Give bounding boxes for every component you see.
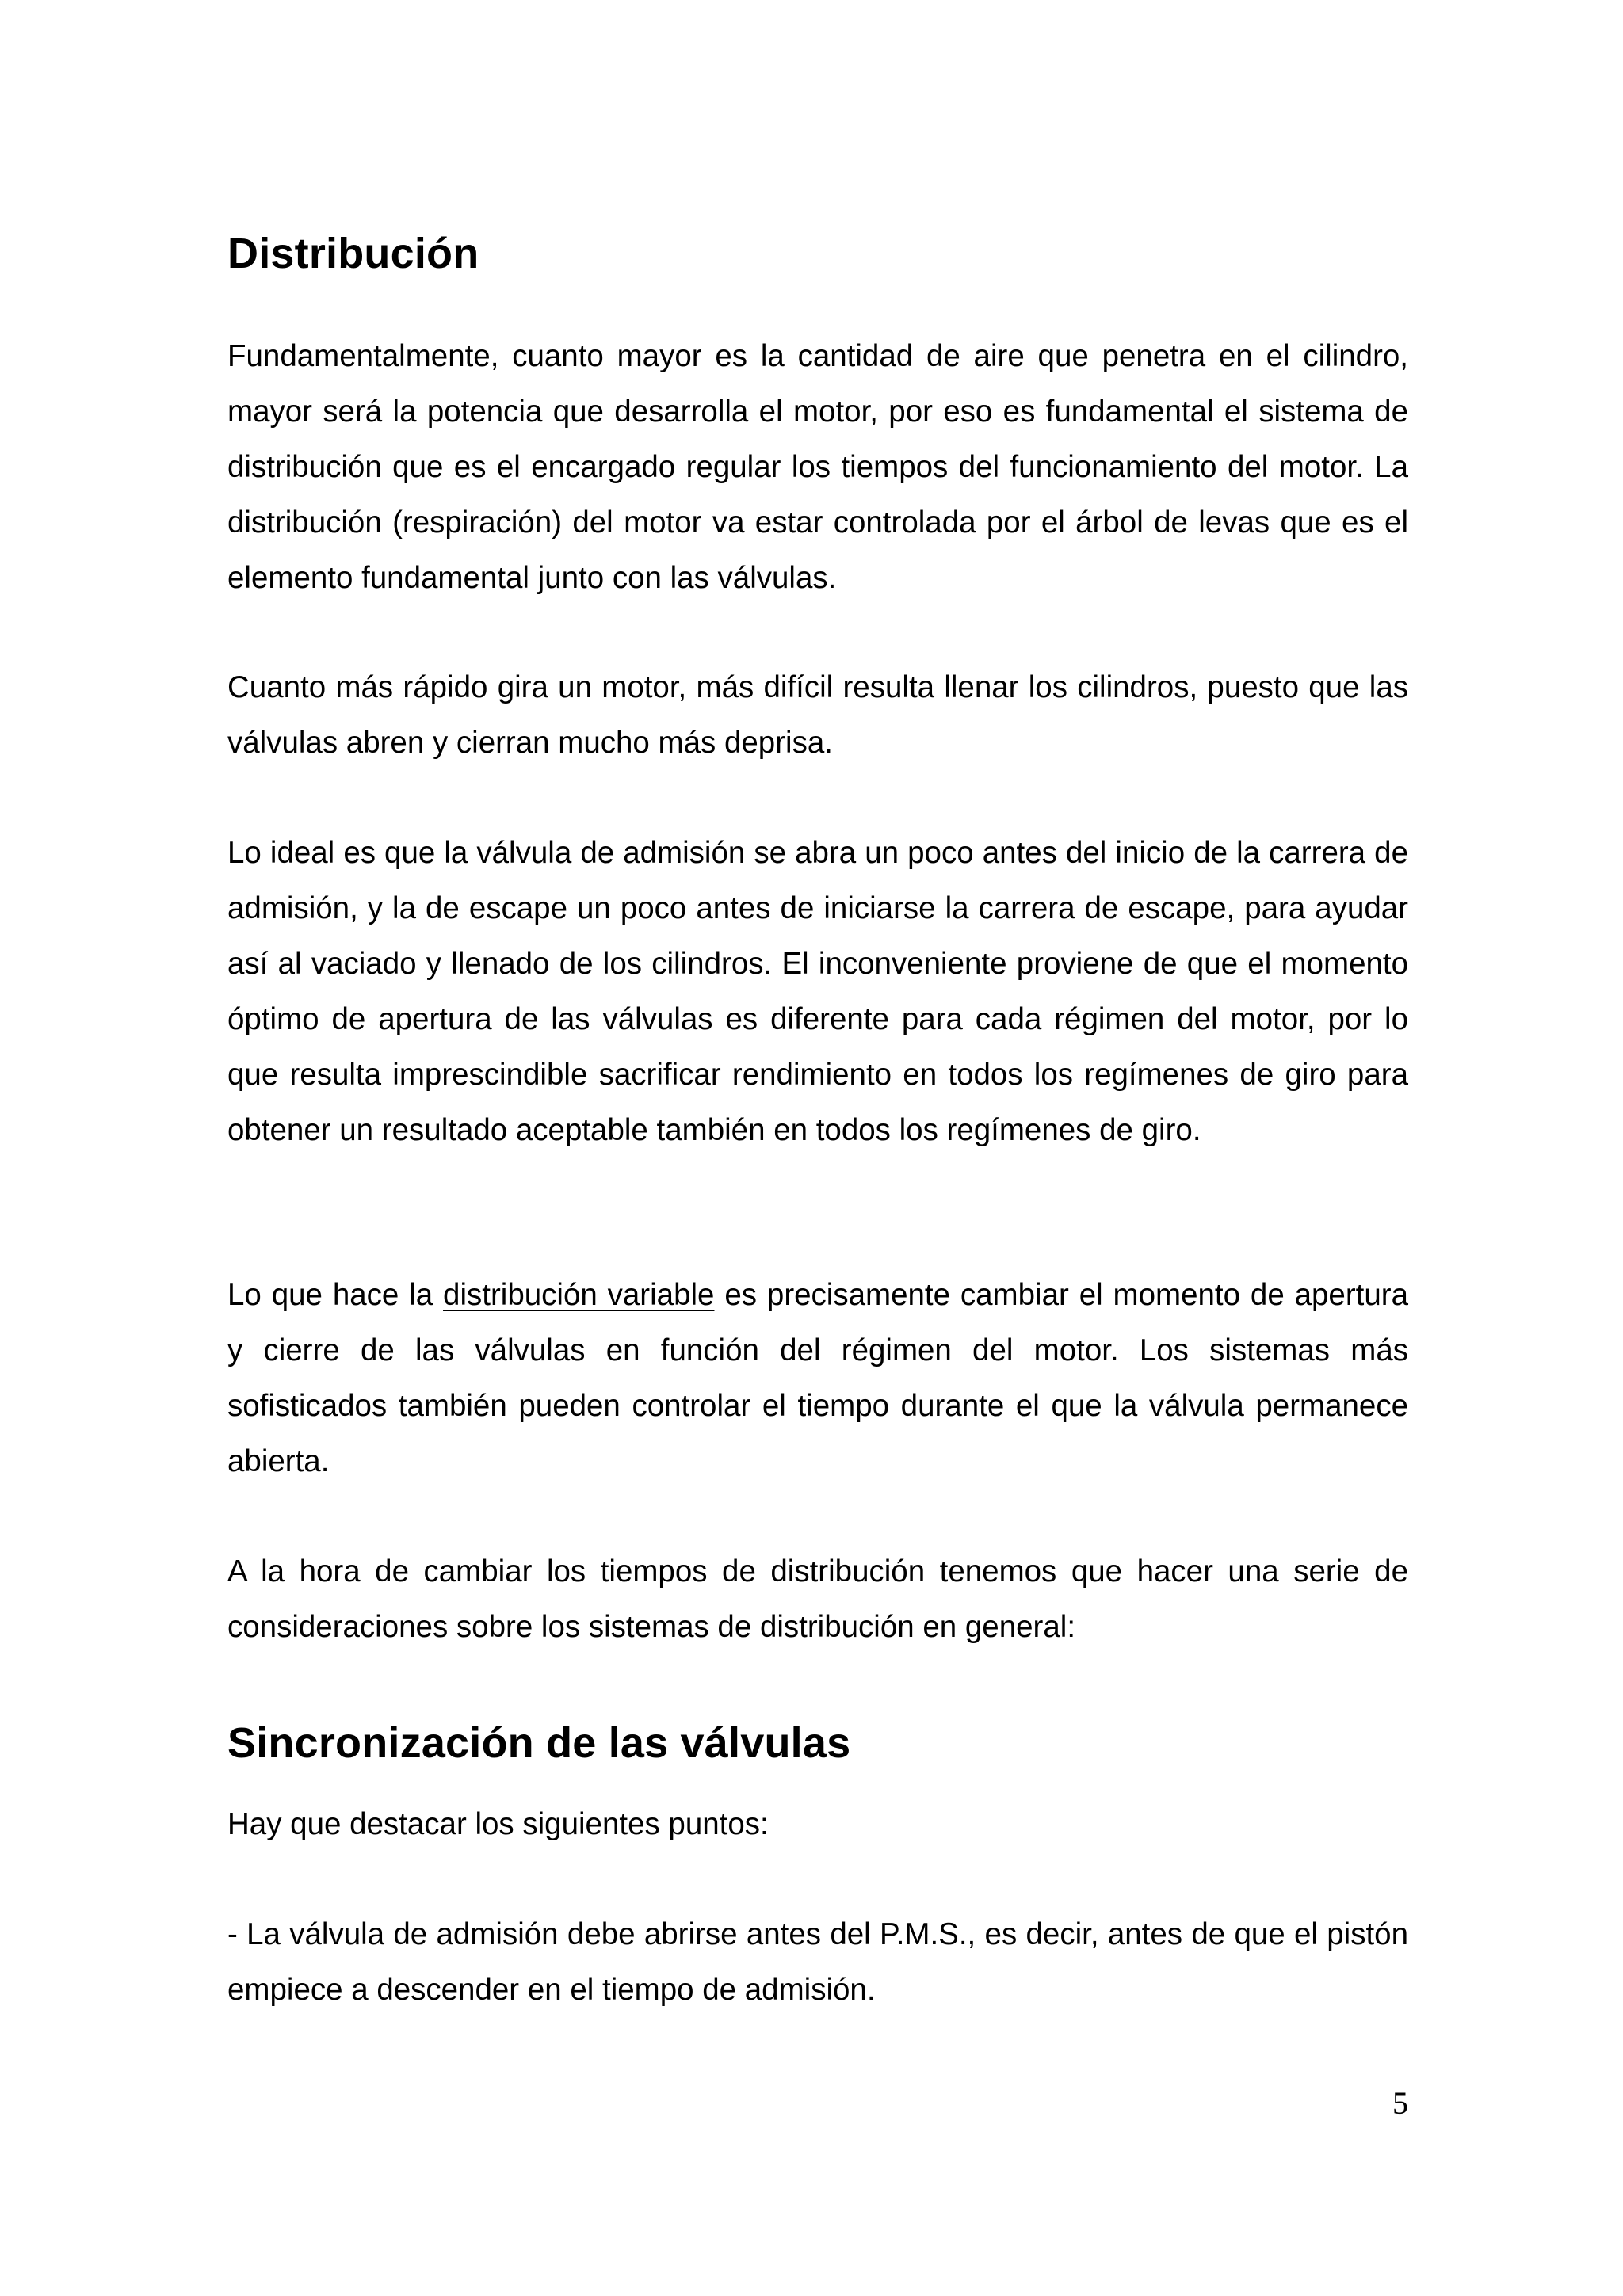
variable-distribution-link[interactable]: distribución variable bbox=[443, 1278, 715, 1312]
paragraph-variable-timing bbox=[227, 1268, 1408, 1489]
paragraph-points-intro: Hay que destacar los siguientes puntos: bbox=[227, 1807, 769, 1841]
page-number: 5 bbox=[1392, 2085, 1408, 2121]
paragraph-text-after-link: es precisamente cambiar el momento de apertura y cierre de las válvulas en función del régimen del motor. Los sistemas más sofisticados también pueden controlar el tiempo durante el que la válvula permanece abierta. bbox=[227, 1278, 1409, 1478]
document-page bbox=[227, 0, 1408, 2296]
section-heading-distribucion: Distribución bbox=[227, 230, 479, 277]
paragraph-intro: Fundamentalmente, cuanto mayor es la cantidad de aire que penetra en el cilindro, mayor será la potencia que desarrolla el motor, por eso es fundamental el sistema de distribución que es el encargado regular los tiempos del funcionamiento del motor. La distribución (respiración) del motor va estar controlada por el árbol de levas que es el elemento fundamental junto con las válvulas. bbox=[227, 339, 1408, 595]
paragraph-engine-speed: Cuanto más rápido gira un motor, más difícil resulta llenar los cilindros, puesto que las válvulas abren y cierran mucho más deprisa. bbox=[227, 670, 1408, 760]
paragraph-ideal-timing: Lo ideal es que la válvula de admisión se abra un poco antes del inicio de la carrera de admisión, y la de escape un poco antes de iniciarse la carrera de escape, para ayudar así al vaciado y llenado de los cilindros. El inconveniente proviene de que el momento óptimo de apertura de las válvulas es diferente para cada régimen del motor, por lo que resulta imprescindible sacrificar rendimiento en todos los regímenes de giro para obtener un resultado aceptable también en todos los regímenes de giro. bbox=[227, 836, 1408, 1147]
section-heading-sincronizacion: Sincronización de las válvulas bbox=[227, 1719, 851, 1767]
list-item-intake-valve: - La válvula de admisión debe abrirse antes del P.M.S., es decir, antes de que el pistón empiece a descender en el tiempo de admisión. bbox=[227, 1917, 1408, 2007]
paragraph-considerations: A la hora de cambiar los tiempos de distribución tenemos que hacer una serie de consideraciones sobre los sistemas de distribución en general: bbox=[227, 1554, 1408, 1644]
paragraph-text-before-link: Lo que hace la bbox=[227, 1278, 444, 1312]
